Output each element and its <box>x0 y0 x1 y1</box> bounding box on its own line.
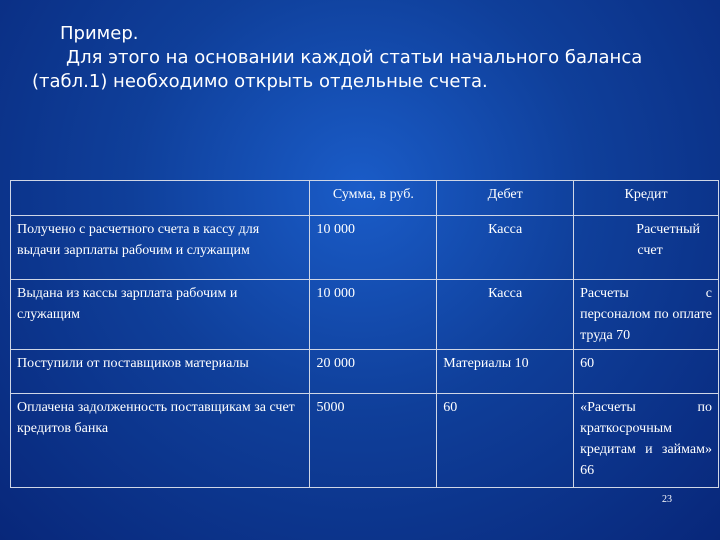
amount-cell: 10 000 <box>310 216 437 280</box>
debit-cell: Касса <box>437 216 574 280</box>
intro-text <box>32 22 712 94</box>
accounts-table <box>10 180 719 488</box>
table-row <box>11 394 719 488</box>
credit-cell: Расчеты с персоналом по оплате труда 70 <box>574 280 719 350</box>
table-header-row <box>11 181 719 216</box>
page-number: 23 <box>662 494 672 505</box>
amount-cell: 20 000 <box>310 350 437 394</box>
operation-cell: Оплачена задолженность поставщикам за счет кредитов банка <box>11 394 310 488</box>
credit-cell <box>574 216 719 280</box>
table-row <box>11 216 719 280</box>
debit-cell: 60 <box>437 394 574 488</box>
table-row <box>11 350 719 394</box>
credit-line-2: счет <box>637 243 663 258</box>
amount-cell: 10 000 <box>310 280 437 350</box>
amount-cell: 5000 <box>310 394 437 488</box>
operation-cell: Получено с расчетного счета в кассу для выдачи зарплаты рабочим и служащим <box>11 216 310 280</box>
header-debit: Дебет <box>437 181 574 216</box>
header-operation <box>11 181 310 216</box>
credit-line-1: Расчетный <box>636 222 700 237</box>
intro-line-2: Для этого на основании каждой статьи начального баланса <box>66 47 643 68</box>
debit-cell: Касса <box>437 280 574 350</box>
header-credit: Кредит <box>574 181 719 216</box>
operation-cell: Выдана из кассы зарплата рабочим и служащим <box>11 280 310 350</box>
credit-cell: «Расчеты по краткосрочным кредитам и займам» 66 <box>574 394 719 488</box>
example-label: Пример. <box>60 23 139 44</box>
debit-cell: Материалы 10 <box>437 350 574 394</box>
header-amount: Сумма, в руб. <box>310 181 437 216</box>
credit-cell: 60 <box>574 350 719 394</box>
operation-cell: Поступили от поставщиков материалы <box>11 350 310 394</box>
table-row <box>11 280 719 350</box>
intro-line-3: (табл.1) необходимо открыть отдельные счета. <box>32 71 488 92</box>
